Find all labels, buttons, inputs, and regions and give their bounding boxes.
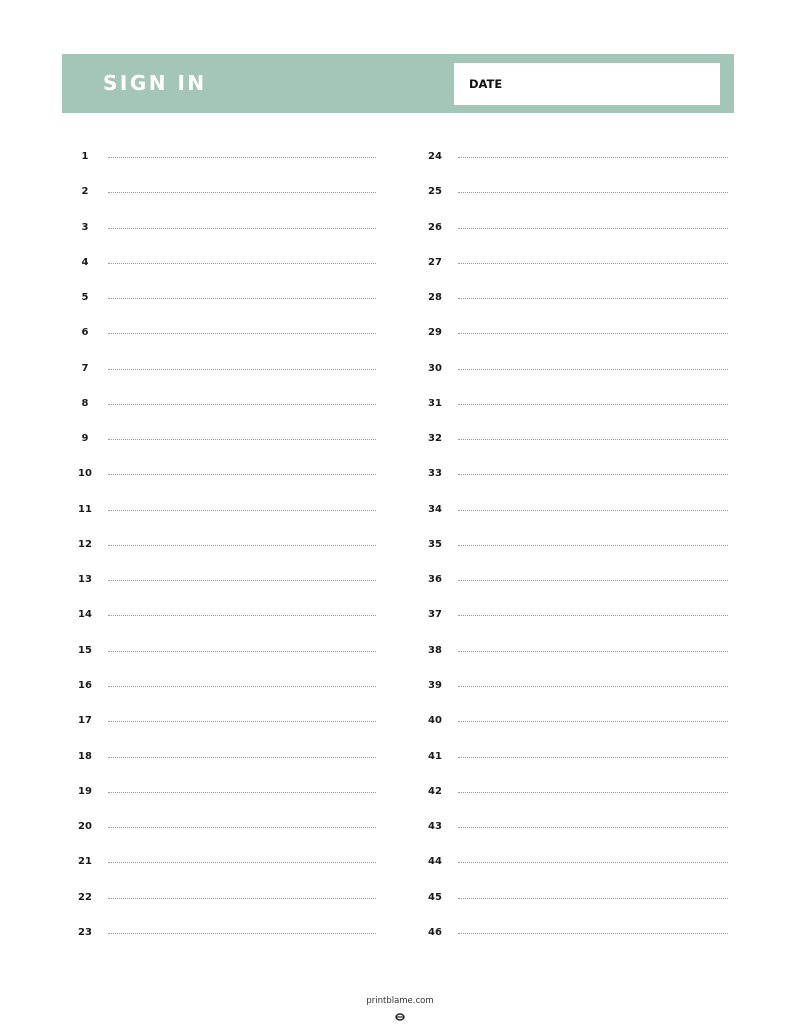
signature-line[interactable]	[458, 192, 728, 193]
signature-line[interactable]	[108, 404, 376, 405]
row-number: 7	[81, 362, 89, 374]
row-number: 34	[428, 503, 442, 515]
sign-in-row	[420, 845, 728, 880]
sign-in-row	[70, 140, 376, 175]
page-title: SIGN IN	[103, 71, 207, 95]
signature-line[interactable]	[458, 474, 728, 475]
signature-line[interactable]	[108, 862, 376, 863]
signature-line[interactable]	[458, 263, 728, 264]
signature-line[interactable]	[108, 510, 376, 511]
signature-line[interactable]	[458, 228, 728, 229]
row-number: 4	[81, 256, 89, 268]
signature-line[interactable]	[108, 228, 376, 229]
sign-in-row	[420, 528, 728, 563]
signature-line[interactable]	[458, 651, 728, 652]
row-number: 19	[78, 785, 92, 797]
sign-in-row	[70, 775, 376, 810]
sign-in-row	[420, 211, 728, 246]
row-number: 18	[78, 750, 92, 762]
row-number: 22	[78, 891, 92, 903]
signature-line[interactable]	[458, 827, 728, 828]
row-number: 25	[428, 186, 442, 198]
row-number: 13	[78, 574, 92, 586]
printable-logo-icon	[395, 1013, 405, 1021]
sign-in-row	[70, 563, 376, 598]
row-number: 33	[428, 468, 442, 480]
sign-in-row	[420, 352, 728, 387]
signature-line[interactable]	[108, 721, 376, 722]
sign-in-row	[70, 457, 376, 492]
signature-line[interactable]	[458, 580, 728, 581]
sign-in-row	[70, 916, 376, 951]
sign-in-row	[420, 281, 728, 316]
signature-line[interactable]	[108, 192, 376, 193]
signature-line[interactable]	[108, 615, 376, 616]
signature-line[interactable]	[458, 721, 728, 722]
signature-line[interactable]	[108, 827, 376, 828]
row-number: 23	[78, 926, 92, 938]
sign-in-row	[70, 845, 376, 880]
row-number: 31	[428, 397, 442, 409]
footer-site-text: printblame.com	[366, 996, 434, 1006]
sign-in-row	[70, 175, 376, 210]
row-number: 36	[428, 574, 442, 586]
sign-in-row	[70, 528, 376, 563]
signature-line[interactable]	[458, 439, 728, 440]
row-number: 20	[78, 821, 92, 833]
row-number: 26	[428, 221, 442, 233]
sign-in-row	[70, 598, 376, 633]
signature-line[interactable]	[458, 404, 728, 405]
sign-in-row	[70, 810, 376, 845]
signature-line[interactable]	[108, 651, 376, 652]
signature-line[interactable]	[108, 369, 376, 370]
sign-in-row	[70, 387, 376, 422]
row-number: 28	[428, 292, 442, 304]
signature-line[interactable]	[458, 757, 728, 758]
row-number: 42	[428, 785, 442, 797]
row-number: 17	[78, 715, 92, 727]
sign-in-row	[70, 281, 376, 316]
row-number: 3	[81, 221, 89, 233]
sign-in-row	[420, 387, 728, 422]
row-number: 41	[428, 750, 442, 762]
row-number: 46	[428, 926, 442, 938]
sign-in-row	[70, 704, 376, 739]
signature-line[interactable]	[108, 157, 376, 158]
row-number: 29	[428, 327, 442, 339]
sign-in-row	[70, 740, 376, 775]
row-number: 35	[428, 538, 442, 550]
row-number: 38	[428, 644, 442, 656]
sign-in-row	[70, 634, 376, 669]
sign-in-row	[420, 669, 728, 704]
row-number: 1	[81, 151, 89, 162]
row-number: 9	[81, 433, 89, 445]
signature-line[interactable]	[108, 298, 376, 299]
row-number: 8	[81, 397, 89, 409]
signature-line[interactable]	[458, 333, 728, 334]
sign-in-row	[420, 881, 728, 916]
signature-line[interactable]	[108, 333, 376, 334]
signature-line[interactable]	[108, 439, 376, 440]
date-label: DATE	[469, 77, 503, 91]
sign-in-row	[420, 493, 728, 528]
sign-in-row	[420, 246, 728, 281]
sign-in-row	[420, 457, 728, 492]
signature-line[interactable]	[458, 686, 728, 687]
row-number: 40	[428, 715, 442, 727]
signature-line[interactable]	[108, 263, 376, 264]
row-number: 43	[428, 821, 442, 833]
header-band	[62, 54, 734, 113]
signature-line[interactable]	[108, 545, 376, 546]
signature-line[interactable]	[108, 757, 376, 758]
sign-in-row	[70, 211, 376, 246]
row-number: 2	[81, 186, 89, 198]
signature-line[interactable]	[458, 510, 728, 511]
row-number: 30	[428, 362, 442, 374]
sign-in-row	[70, 493, 376, 528]
date-field[interactable]	[454, 63, 720, 105]
row-number: 14	[78, 609, 92, 621]
signature-line[interactable]	[108, 792, 376, 793]
signature-line[interactable]	[108, 474, 376, 475]
row-number: 39	[428, 679, 442, 691]
sign-in-row	[420, 916, 728, 951]
signature-line[interactable]	[458, 862, 728, 863]
signature-line[interactable]	[458, 792, 728, 793]
signature-line[interactable]	[108, 898, 376, 899]
signature-line[interactable]	[108, 933, 376, 934]
signature-line[interactable]	[458, 545, 728, 546]
sign-in-row	[420, 740, 728, 775]
sign-in-row	[70, 316, 376, 351]
row-number: 10	[78, 468, 92, 480]
row-number: 16	[78, 679, 92, 691]
sign-in-row	[420, 810, 728, 845]
sign-in-row	[420, 634, 728, 669]
sign-in-row	[420, 316, 728, 351]
row-number: 5	[81, 292, 89, 304]
signature-line[interactable]	[108, 686, 376, 687]
sign-in-row	[70, 352, 376, 387]
row-number: 37	[428, 609, 442, 621]
row-number: 12	[78, 538, 92, 550]
sign-in-row	[420, 598, 728, 633]
signature-line[interactable]	[458, 298, 728, 299]
sign-in-row	[70, 422, 376, 457]
row-number: 21	[78, 856, 92, 868]
row-number: 15	[78, 644, 92, 656]
signature-line[interactable]	[458, 615, 728, 616]
row-number: 44	[428, 856, 442, 868]
signature-line[interactable]	[458, 369, 728, 370]
signature-line[interactable]	[458, 898, 728, 899]
row-number: 32	[428, 433, 442, 445]
sign-in-row	[420, 563, 728, 598]
row-number: 11	[78, 503, 92, 515]
sign-in-row	[70, 669, 376, 704]
row-number: 27	[428, 256, 442, 268]
sign-in-row	[70, 881, 376, 916]
sign-in-column-left	[70, 140, 376, 951]
row-number: 24	[428, 151, 442, 162]
sign-in-row	[420, 175, 728, 210]
sign-in-row	[70, 246, 376, 281]
signature-line[interactable]	[458, 157, 728, 158]
sign-in-row	[420, 422, 728, 457]
sign-in-row	[420, 775, 728, 810]
signature-line[interactable]	[458, 933, 728, 934]
footer	[0, 996, 800, 1025]
sign-in-column-right	[420, 140, 728, 951]
row-number: 45	[428, 891, 442, 903]
row-number: 6	[81, 327, 89, 339]
sign-in-row	[420, 704, 728, 739]
signature-line[interactable]	[108, 580, 376, 581]
sign-in-row	[420, 140, 728, 175]
